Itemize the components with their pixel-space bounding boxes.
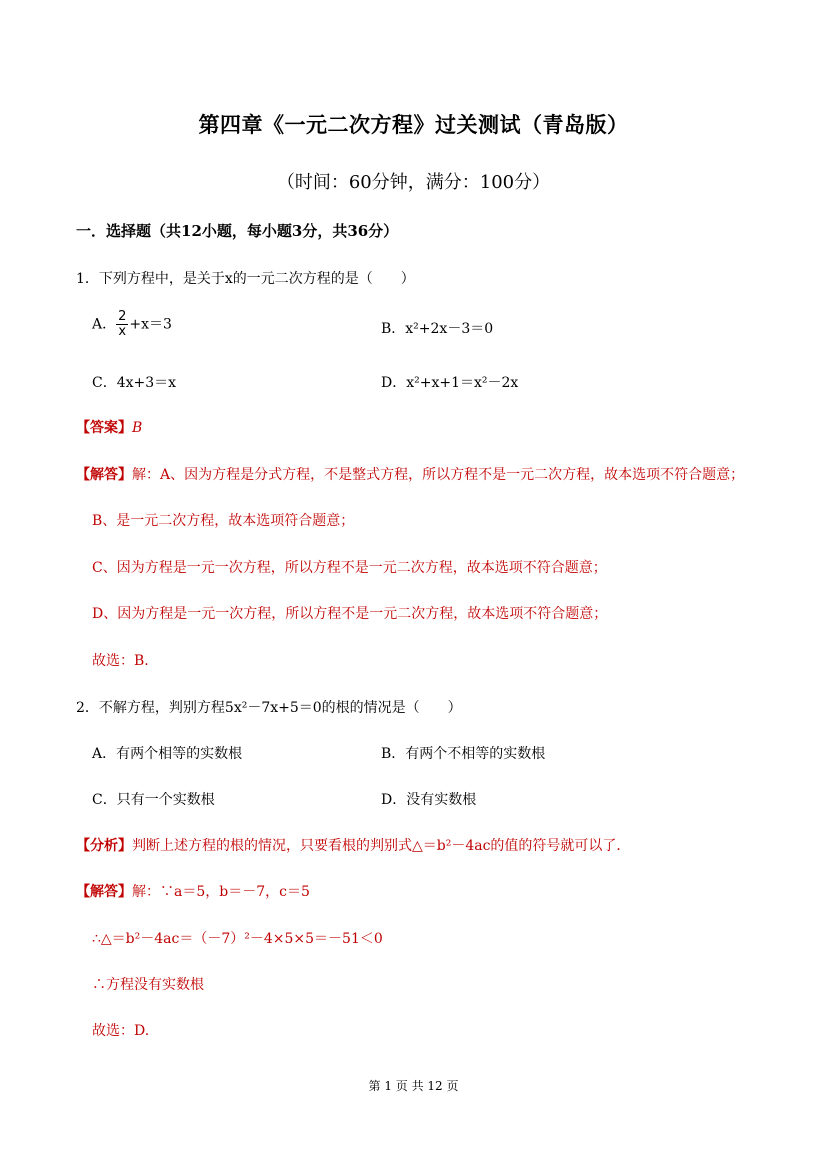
question-1-solution-line: B、是一元二次方程，故本选项符合题意； — [92, 513, 355, 529]
question-2-analysis — [76, 835, 630, 855]
question-2-solution-line: 故选：D. — [92, 1023, 150, 1039]
option-a-prefix: A． — [92, 316, 117, 333]
question-1-option-c: C．4x+3＝x — [92, 375, 177, 391]
question-1-solution-line: C、因为方程是一元一次方程，所以方程不是一元二次方程，故本选项不符合题意； — [92, 560, 607, 576]
option-a-rest: +x＝3 — [129, 316, 172, 333]
solution-tag: 【解答】 — [76, 467, 132, 483]
fraction-denominator: x — [118, 324, 127, 339]
solution-text: 解：∵a＝5，b＝－7，c＝5 — [132, 884, 310, 900]
question-2-option-c: C．只有一个实数根 — [92, 792, 215, 808]
answer-tag: 【答案】 — [76, 420, 132, 436]
question-1-solution-line: D、因为方程是一元一次方程，所以方程不是一元二次方程，故本选项不符合题意； — [92, 606, 608, 622]
question-2-solution-line: ∴△＝b²－4ac＝（－7）²－4×5×5＝－51＜0 — [92, 931, 383, 947]
solution-tag: 【解答】 — [76, 884, 132, 900]
fraction-numerator: 2 — [118, 309, 127, 324]
question-2-option-a: A．有两个相等的实数根 — [92, 746, 243, 762]
question-1-solution-line — [76, 464, 744, 484]
question-1-answer — [76, 417, 142, 437]
question-1-option-d: D．x²+x+1＝x²－2x — [381, 375, 519, 391]
question-1-stem: 1．下列方程中，是关于x的一元二次方程的是（ ） — [76, 271, 415, 287]
fraction — [116, 310, 128, 339]
document-subtitle: （时间：60分钟，满分：100分） — [276, 172, 551, 193]
analysis-text: 判断上述方程的根的情况，只要看根的判别式△＝b²－4ac的值的符号就可以了． — [132, 838, 631, 854]
answer-value: B — [132, 420, 143, 436]
question-1-solution-line: 故选：B. — [92, 653, 149, 669]
question-1-option-b: B．x²+2x－3＝0 — [381, 321, 494, 337]
page-footer: 第 1 页 共 12 页 — [368, 1079, 459, 1093]
solution-text: 解：A、因为方程是分式方程，不是整式方程，所以方程不是一元二次方程，故本选项不符合题意； — [132, 467, 745, 483]
analysis-tag: 【分析】 — [76, 838, 132, 854]
question-2-solution-line — [76, 881, 310, 901]
question-2-option-b: B．有两个不相等的实数根 — [381, 746, 546, 762]
question-2-stem: 2．不解方程，判别方程5x²－7x+5＝0的根的情况是（ ） — [76, 700, 462, 716]
section-heading: 一．选择题（共12小题，每小题3分，共36分） — [76, 222, 399, 240]
question-1-option-a — [92, 310, 172, 339]
document-title: 第四章《一元二次方程》过关测试（青岛版） — [198, 112, 629, 137]
question-2-solution-line: ∴方程没有实数根 — [92, 977, 204, 993]
question-2-option-d: D．没有实数根 — [381, 792, 477, 808]
